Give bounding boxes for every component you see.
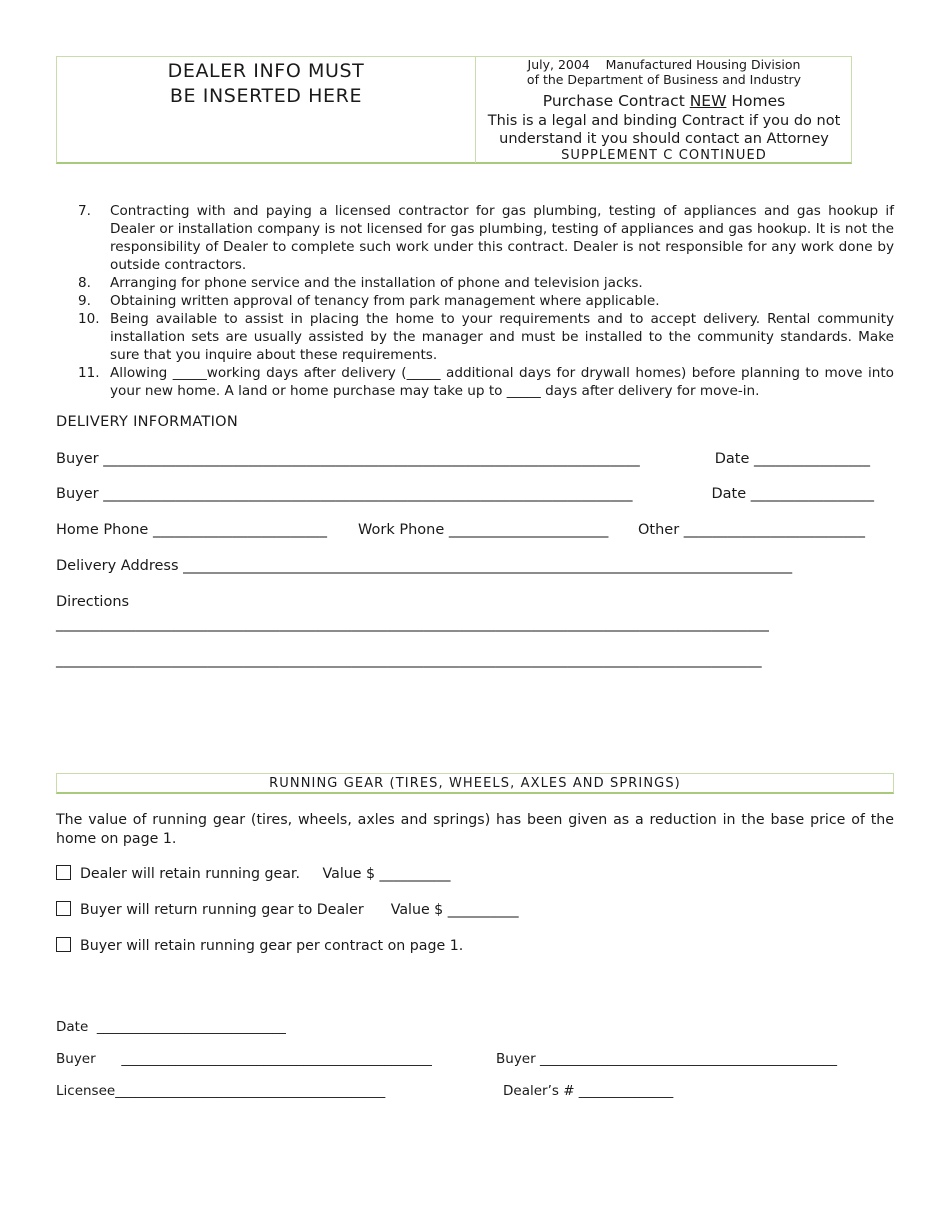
item-number: 8. <box>78 275 91 291</box>
item-text: Arranging for phone service and the installation of phone and television jacks. <box>110 275 643 291</box>
item-text: Contracting with and paying a licensed contractor for gas plumbing, testing of appliances and gas hookup if Dealer or installation company is not licensed for gas plumbing, testing of appliances and gas hookup. It is not the responsibility of Dealer to complete such work under this contract. Dealer is not responsible for any work done by outside contractors. <box>110 203 894 273</box>
item-text: Allowing _____working days after delivery (_____ additional days for drywall homes) before planning to move into your new home. A land or home purchase may take up to _____ days after delivery for move-in. <box>110 365 894 399</box>
item-number: 9. <box>78 293 91 309</box>
list-item <box>78 274 894 292</box>
item-text: Obtaining written approval of tenancy from park management where applicable. <box>110 293 660 309</box>
title-prefix: Purchase Contract <box>542 92 690 110</box>
signature-licensee[interactable]: Licensee________________________________________ <box>56 1083 386 1099</box>
list-item <box>78 202 894 274</box>
home-phone-field[interactable]: Home Phone ________________________ <box>56 522 327 538</box>
buyer-1-date-field[interactable]: Date ________________ <box>714 451 870 467</box>
other-phone-field[interactable]: Other _________________________ <box>638 522 866 538</box>
title-suffix: Homes <box>726 92 786 110</box>
item-number: 7. <box>78 203 91 219</box>
option-buyer-return[interactable] <box>56 901 519 918</box>
department: of the Department of Business and Industry <box>526 72 802 87</box>
signature-buyer-right[interactable]: Buyer ____________________________________________ <box>496 1051 837 1067</box>
option-label: Buyer will retain running gear per contract on page 1. <box>80 938 464 954</box>
dealer-line-1: DEALER INFO MUST <box>167 60 365 82</box>
item-number: 11. <box>78 365 100 381</box>
legal-line-2: understand it you should contact an Attorney <box>499 131 829 147</box>
delivery-address-field[interactable]: Delivery Address ____________________________________________________________________________________ <box>56 558 793 574</box>
list-item <box>78 364 894 400</box>
buyer-2-date-field[interactable]: Date _________________ <box>711 486 874 502</box>
list-item <box>78 292 894 310</box>
buyer-2-field[interactable]: Buyer _________________________________________________________________________ <box>56 486 633 502</box>
item-number: 10. <box>78 311 100 327</box>
dealer-placeholder <box>57 59 475 109</box>
contract-info-box <box>476 57 852 164</box>
checkbox[interactable] <box>56 865 71 880</box>
directions-line-1[interactable]: ___________________________________________________________________________________________________ <box>56 616 769 632</box>
delivery-info-title: DELIVERY INFORMATION <box>56 414 239 430</box>
checkbox[interactable] <box>56 901 71 916</box>
buyer-1-field[interactable]: Buyer __________________________________________________________________________ <box>56 451 640 467</box>
checkbox[interactable] <box>56 937 71 952</box>
option-label: Buyer will return running gear to Dealer Value $ __________ <box>80 902 519 918</box>
running-gear-text: The value of running gear (tires, wheels, axles and springs) has been given as a reduction in the base price of the home on page 1. <box>56 812 894 847</box>
form-header <box>56 56 852 164</box>
responsibility-list <box>78 202 894 400</box>
supplement-label: SUPPLEMENT C CONTINUED <box>561 148 767 163</box>
option-buyer-retain[interactable] <box>56 937 463 954</box>
title-new: NEW <box>689 92 727 110</box>
option-dealer-retain[interactable] <box>56 865 450 882</box>
dealer-info-box <box>57 57 476 163</box>
work-phone-field[interactable]: Work Phone ______________________ <box>358 522 609 538</box>
signature-buyer-left[interactable]: Buyer ______________________________________________ <box>56 1051 432 1067</box>
legal-line-1: This is a legal and binding Contract if you do not <box>487 113 841 129</box>
signature-date-field[interactable]: Date ____________________________ <box>56 1019 286 1035</box>
dealer-line-2: BE INSERTED HERE <box>169 85 363 107</box>
dealer-number-field[interactable]: Dealer’s # ______________ <box>503 1083 674 1099</box>
contract-title <box>476 91 852 112</box>
directions-label: Directions <box>56 594 130 610</box>
item-text: Being available to assist in placing the home to your requirements and to accept delivery. Rental community installation sets are usually assisted by the manager and must be installed to the community standards. Make sure that you inquire about these requirements. <box>110 311 894 363</box>
list-item <box>78 310 894 364</box>
directions-line-2[interactable]: __________________________________________________________________________________________________ <box>56 652 762 668</box>
running-gear-header: RUNNING GEAR (TIRES, WHEELS, AXLES AND SPRINGS) <box>56 773 894 794</box>
option-label: Dealer will retain running gear. Value $ __________ <box>80 866 451 882</box>
date-division: July, 2004 Manufactured Housing Division <box>527 57 801 72</box>
